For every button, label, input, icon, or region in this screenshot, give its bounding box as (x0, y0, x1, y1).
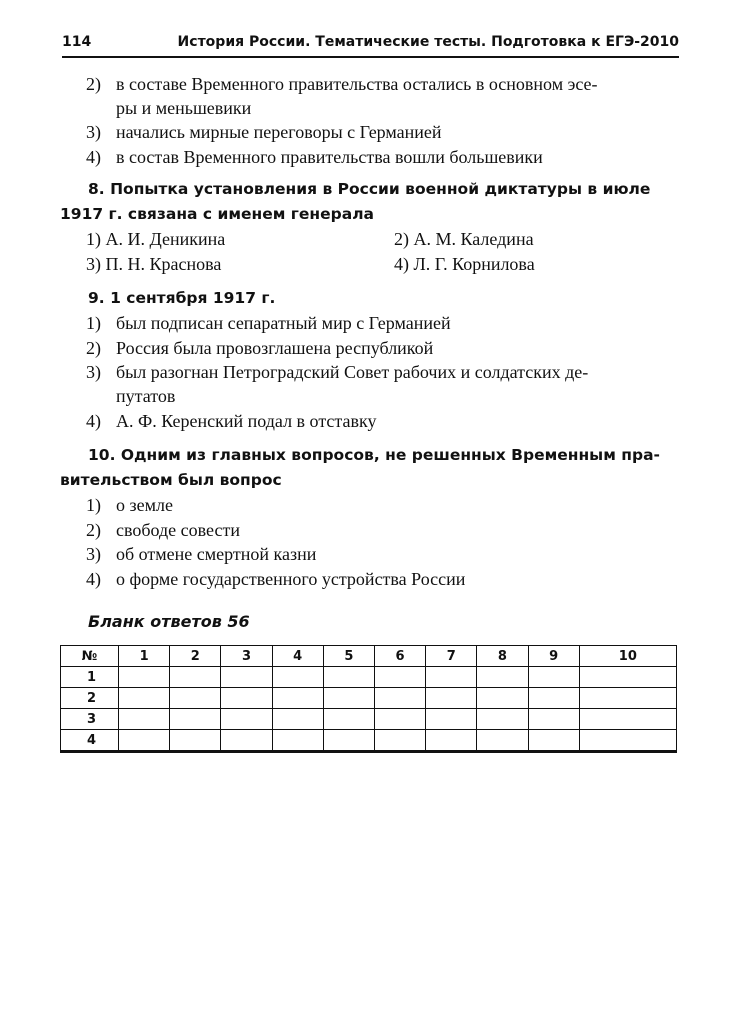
column-header: 9 (528, 646, 579, 667)
option-number: 2) (86, 520, 101, 540)
answer-cell[interactable] (426, 730, 477, 752)
q8-option-2: 2) А. М. Каледина (394, 229, 534, 249)
option-text: о земле (116, 495, 173, 515)
row-number: 3 (61, 709, 119, 730)
option-number: 3) (86, 122, 101, 142)
option-text: был разогнан Петроградский Совет рабочих и солдатских де- (116, 362, 589, 382)
answer-cell[interactable] (579, 667, 676, 688)
q7-option-4 (86, 147, 543, 168)
answer-cell[interactable] (374, 667, 425, 688)
answer-cell[interactable] (426, 688, 477, 709)
option-number: 3) (86, 362, 101, 382)
column-header: 4 (272, 646, 323, 667)
q9-option-3 (86, 362, 588, 383)
answer-grid-row (61, 730, 677, 752)
answer-cell[interactable] (170, 709, 221, 730)
answer-cell[interactable] (119, 688, 170, 709)
option-text: о форме государственного устройства России (116, 569, 466, 589)
answer-cell[interactable] (579, 709, 676, 730)
column-header: 7 (426, 646, 477, 667)
row-number: 1 (61, 667, 119, 688)
q8-option-1: 1) А. И. Деникина (86, 229, 226, 249)
answer-cell[interactable] (374, 730, 425, 752)
q10-option-2 (86, 520, 240, 541)
answer-cell[interactable] (221, 730, 272, 752)
answer-cell[interactable] (374, 688, 425, 709)
option-text: был подписан сепаратный мир с Германией (116, 313, 451, 333)
q10-option-4 (86, 569, 465, 590)
answer-cell[interactable] (477, 730, 528, 752)
column-header: 10 (579, 646, 676, 667)
answer-cell[interactable] (477, 688, 528, 709)
answer-cell[interactable] (170, 667, 221, 688)
answer-cell[interactable] (221, 688, 272, 709)
q9-option-4 (86, 411, 376, 432)
header-rule (62, 56, 679, 58)
answer-cell[interactable] (170, 688, 221, 709)
answer-grid-row (61, 667, 677, 688)
option-text: начались мирные переговоры с Германией (116, 122, 442, 142)
q10-option-3 (86, 544, 316, 565)
option-number: 1) (86, 495, 101, 515)
answer-cell[interactable] (272, 730, 323, 752)
answer-cell[interactable] (579, 688, 676, 709)
column-header: 2 (170, 646, 221, 667)
answer-cell[interactable] (579, 730, 676, 752)
q10-option-1 (86, 495, 173, 516)
answer-cell[interactable] (426, 709, 477, 730)
column-header: 5 (323, 646, 374, 667)
answer-cell[interactable] (477, 709, 528, 730)
option-text: Россия была провозглашена республикой (116, 338, 434, 358)
answer-cell[interactable] (323, 730, 374, 752)
option-number: 2) (86, 338, 101, 358)
q9-option-2 (86, 338, 433, 359)
page-number: 114 (62, 34, 92, 50)
page-header (62, 32, 679, 58)
answer-cell[interactable] (170, 730, 221, 752)
q8-option-3: 3) П. Н. Краснова (86, 254, 222, 274)
column-header: 6 (374, 646, 425, 667)
row-number: 4 (61, 730, 119, 752)
answer-cell[interactable] (221, 709, 272, 730)
answer-cell[interactable] (119, 730, 170, 752)
option-number: 4) (86, 569, 101, 589)
answer-grid-row (61, 688, 677, 709)
answer-cell[interactable] (272, 709, 323, 730)
question-10-line-2: вительством был вопрос (60, 471, 282, 489)
answer-cell[interactable] (528, 688, 579, 709)
option-number: 4) (86, 147, 101, 167)
q7-option-3 (86, 122, 442, 143)
answer-cell[interactable] (323, 709, 374, 730)
answer-cell[interactable] (272, 667, 323, 688)
answer-cell[interactable] (323, 667, 374, 688)
option-text: в составе Временного правительства остались в основном эсе- (116, 74, 598, 94)
option-number: 2) (86, 74, 101, 94)
answer-cell[interactable] (119, 709, 170, 730)
answer-grid-corner: № (61, 646, 119, 667)
q7-option-2 (86, 74, 598, 95)
q7-option-2-cont: ры и меньшевики (116, 98, 252, 118)
answer-cell[interactable] (528, 667, 579, 688)
option-text: об отмене смертной казни (116, 544, 317, 564)
column-header: 8 (477, 646, 528, 667)
row-number: 2 (61, 688, 119, 709)
q8-option-4: 4) Л. Г. Корнилова (394, 254, 535, 274)
q9-option-1 (86, 313, 451, 334)
question-9-title: 9. 1 сентября 1917 г. (88, 289, 276, 307)
answer-cell[interactable] (272, 688, 323, 709)
column-header: 3 (221, 646, 272, 667)
question-8-line-1: 8. Попытка установления в России военной диктатуры в июле (88, 180, 651, 198)
answer-blank-title: Бланк ответов 56 (88, 612, 250, 631)
answer-cell[interactable] (477, 667, 528, 688)
option-text: в состав Временного правительства вошли большевики (116, 147, 543, 167)
answer-cell[interactable] (119, 667, 170, 688)
option-number: 4) (86, 411, 101, 431)
q9-option-3-cont: путатов (116, 386, 176, 406)
option-text: А. Ф. Керенский подал в отставку (116, 411, 377, 431)
option-text: свободе совести (116, 520, 240, 540)
answer-cell[interactable] (221, 667, 272, 688)
answer-cell[interactable] (323, 688, 374, 709)
question-8-line-2: 1917 г. связана с именем генерала (60, 205, 375, 223)
answer-cell[interactable] (528, 709, 579, 730)
answer-grid (60, 645, 677, 753)
answer-cell[interactable] (374, 709, 425, 730)
answer-cell[interactable] (528, 730, 579, 752)
answer-grid-header-row (61, 646, 677, 667)
answer-cell[interactable] (426, 667, 477, 688)
option-number: 3) (86, 544, 101, 564)
answer-grid-row (61, 709, 677, 730)
column-header: 1 (119, 646, 170, 667)
running-title: История России. Тематические тесты. Подготовка к ЕГЭ-2010 (177, 34, 679, 50)
question-10-line-1: 10. Одним из главных вопросов, не решенных Временным пра- (88, 446, 660, 464)
option-number: 1) (86, 313, 101, 333)
